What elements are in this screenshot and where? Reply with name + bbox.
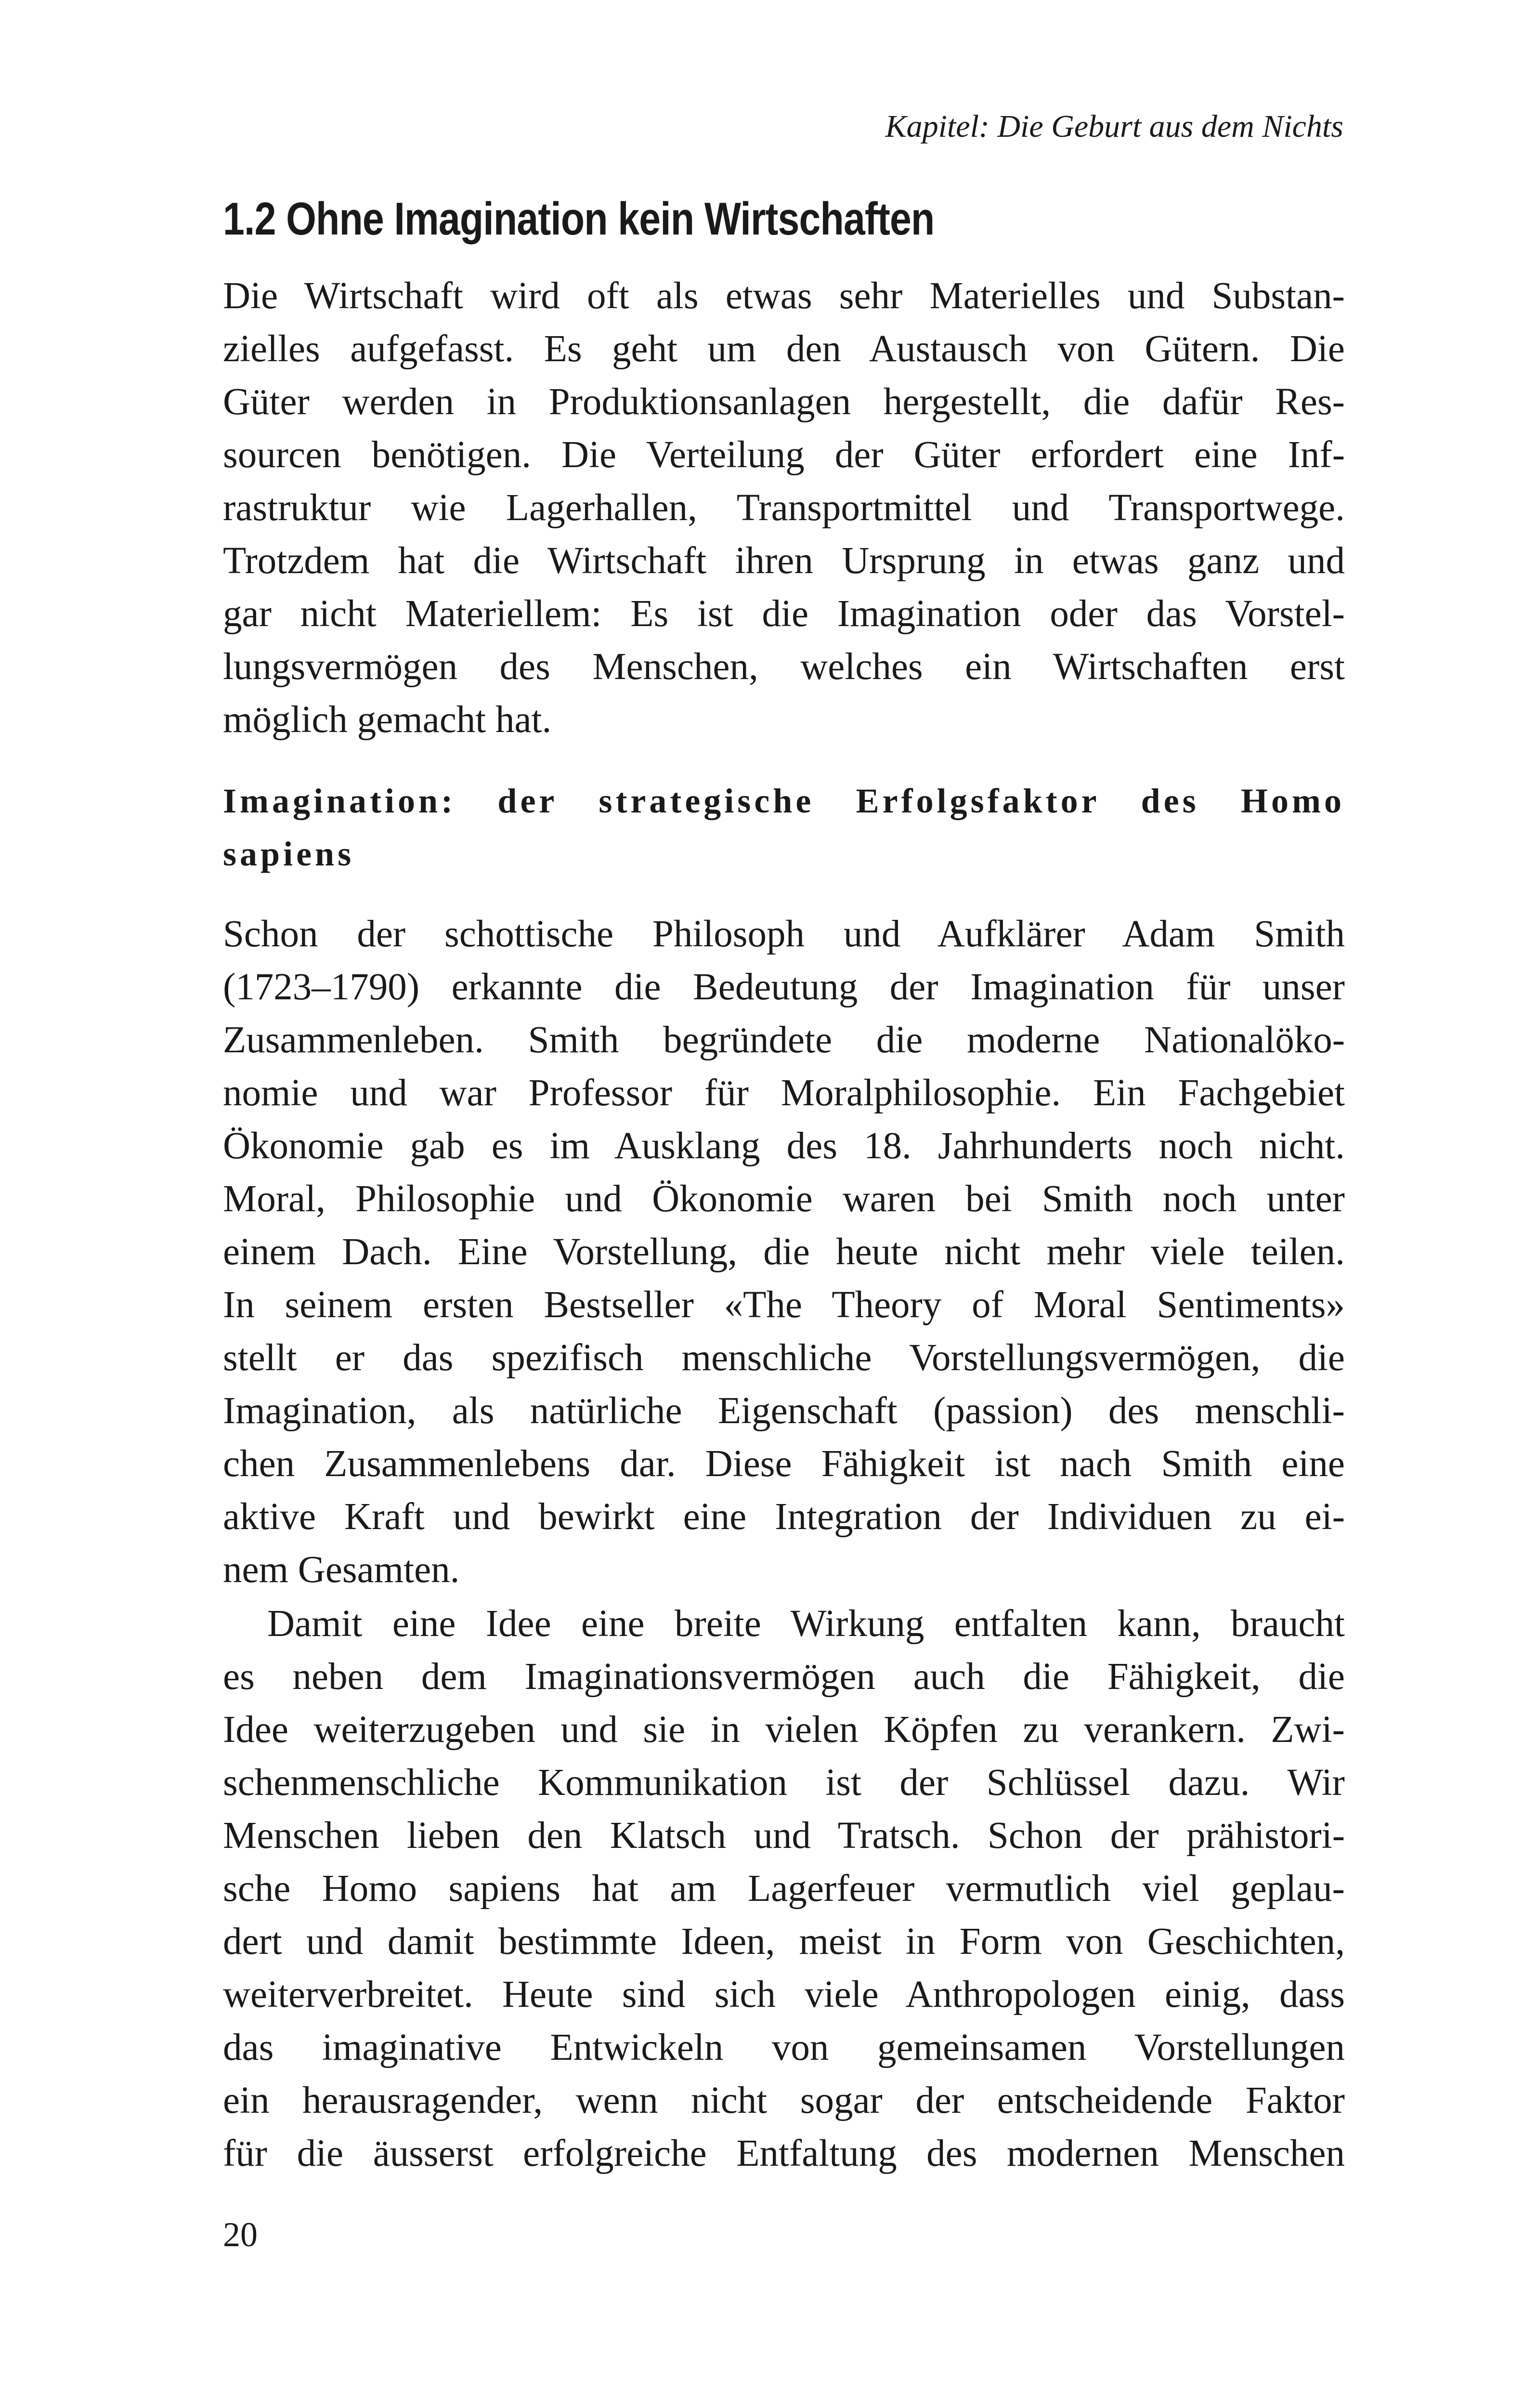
text-line: nem Gesamten. [223, 1549, 460, 1591]
text-line: für die äusserst erfolgreiche Entfaltung des modernen Menschen [223, 2133, 1345, 2174]
text-line: dert und damit bestimmte Ideen, meist in Form von Geschichten, [223, 1921, 1345, 1963]
text-line: (1723–1790) erkannte die Bedeutung der Imagination für unser [223, 966, 1345, 1008]
paragraph-1 [223, 270, 1345, 746]
text-line: Moral, Philosophie und Ökonomie waren bei Smith noch unter [223, 1178, 1345, 1220]
text-line: schenmenschliche Kommunikation ist der Schlüssel dazu. Wir [223, 1762, 1345, 1804]
text-line: Imagination, als natürliche Eigenschaft (passion) des menschli- [223, 1390, 1345, 1432]
text-line: In seinem ersten Bestseller «The Theory of Moral Sentiments» [223, 1284, 1345, 1326]
text-line: chen Zusammenlebens dar. Diese Fähigkeit ist nach Smith eine [223, 1443, 1345, 1485]
text-line: stellt er das spezifisch menschliche Vorstellungsvermögen, die [223, 1337, 1345, 1379]
text-line: nomie und war Professor für Moralphilosophie. Ein Fachgebiet [223, 1072, 1345, 1114]
text-line: gar nicht Materiellem: Es ist die Imagination oder das Vorstel- [223, 593, 1345, 635]
text-line: Güter werden in Produktionsanlagen hergestellt, die dafür Res- [223, 381, 1345, 423]
text-line: Trotzdem hat die Wirtschaft ihren Ursprung in etwas ganz und [223, 540, 1345, 582]
text-line: sche Homo sapiens hat am Lagerfeuer vermutlich viel geplau- [223, 1868, 1345, 1910]
subheading [223, 774, 1345, 880]
text-line: Damit eine Idee eine breite Wirkung entfalten kann, braucht [267, 1603, 1345, 1645]
text-line: Idee weiterzugeben und sie in vielen Köpfen zu verankern. Zwi- [223, 1709, 1345, 1751]
text-line: rastruktur wie Lagerhallen, Transportmittel und Transportwege. [223, 487, 1345, 529]
text-line: Schon der schottische Philosoph und Aufklärer Adam Smith [223, 913, 1345, 955]
text-line: Zusammenleben. Smith begründete die moderne Nationalöko- [223, 1019, 1345, 1061]
subheading-line: Imagination: der strategische Erfolgsfaktor des Homo [223, 782, 1345, 820]
text-line: lungsvermögen des Menschen, welches ein Wirtschaften erst [223, 646, 1345, 688]
subheading-line: sapiens [223, 835, 355, 873]
text-line: sourcen benötigen. Die Verteilung der Güter erfordert eine Inf- [223, 434, 1345, 476]
text-line: Ökonomie gab es im Ausklang des 18. Jahrhunderts noch nicht. [223, 1125, 1345, 1167]
text-line: einem Dach. Eine Vorstellung, die heute nicht mehr viele teilen. [223, 1231, 1345, 1273]
text-line: weiterverbreitet. Heute sind sich viele Anthropologen einig, dass [223, 1974, 1345, 2015]
text-line: zielles aufgefasst. Es geht um den Austausch von Gütern. Die [223, 328, 1345, 370]
paragraph-2 [223, 908, 1345, 1597]
text-line: möglich gemacht hat. [223, 699, 552, 741]
text-line: ein herausragender, wenn nicht sogar der entscheidende Faktor [223, 2080, 1345, 2121]
text-line: das imaginative Entwickeln von gemeinsamen Vorstellungen [223, 2027, 1345, 2068]
section-title: 1.2 Ohne Imagination kein Wirtschaften [223, 193, 935, 245]
paragraph-3 [223, 1597, 1345, 2180]
running-head: Kapitel: Die Geburt aus dem Nichts [885, 109, 1343, 144]
text-line: Menschen lieben den Klatsch und Tratsch. Schon der prähistori- [223, 1815, 1345, 1857]
text-line: Die Wirtschaft wird oft als etwas sehr Materielles und Substan- [223, 275, 1345, 317]
page-number: 20 [223, 2215, 258, 2254]
text-line: aktive Kraft und bewirkt eine Integration der Individuen zu ei- [223, 1496, 1345, 1538]
text-line: es neben dem Imaginationsvermögen auch die Fähigkeit, die [223, 1656, 1345, 1698]
